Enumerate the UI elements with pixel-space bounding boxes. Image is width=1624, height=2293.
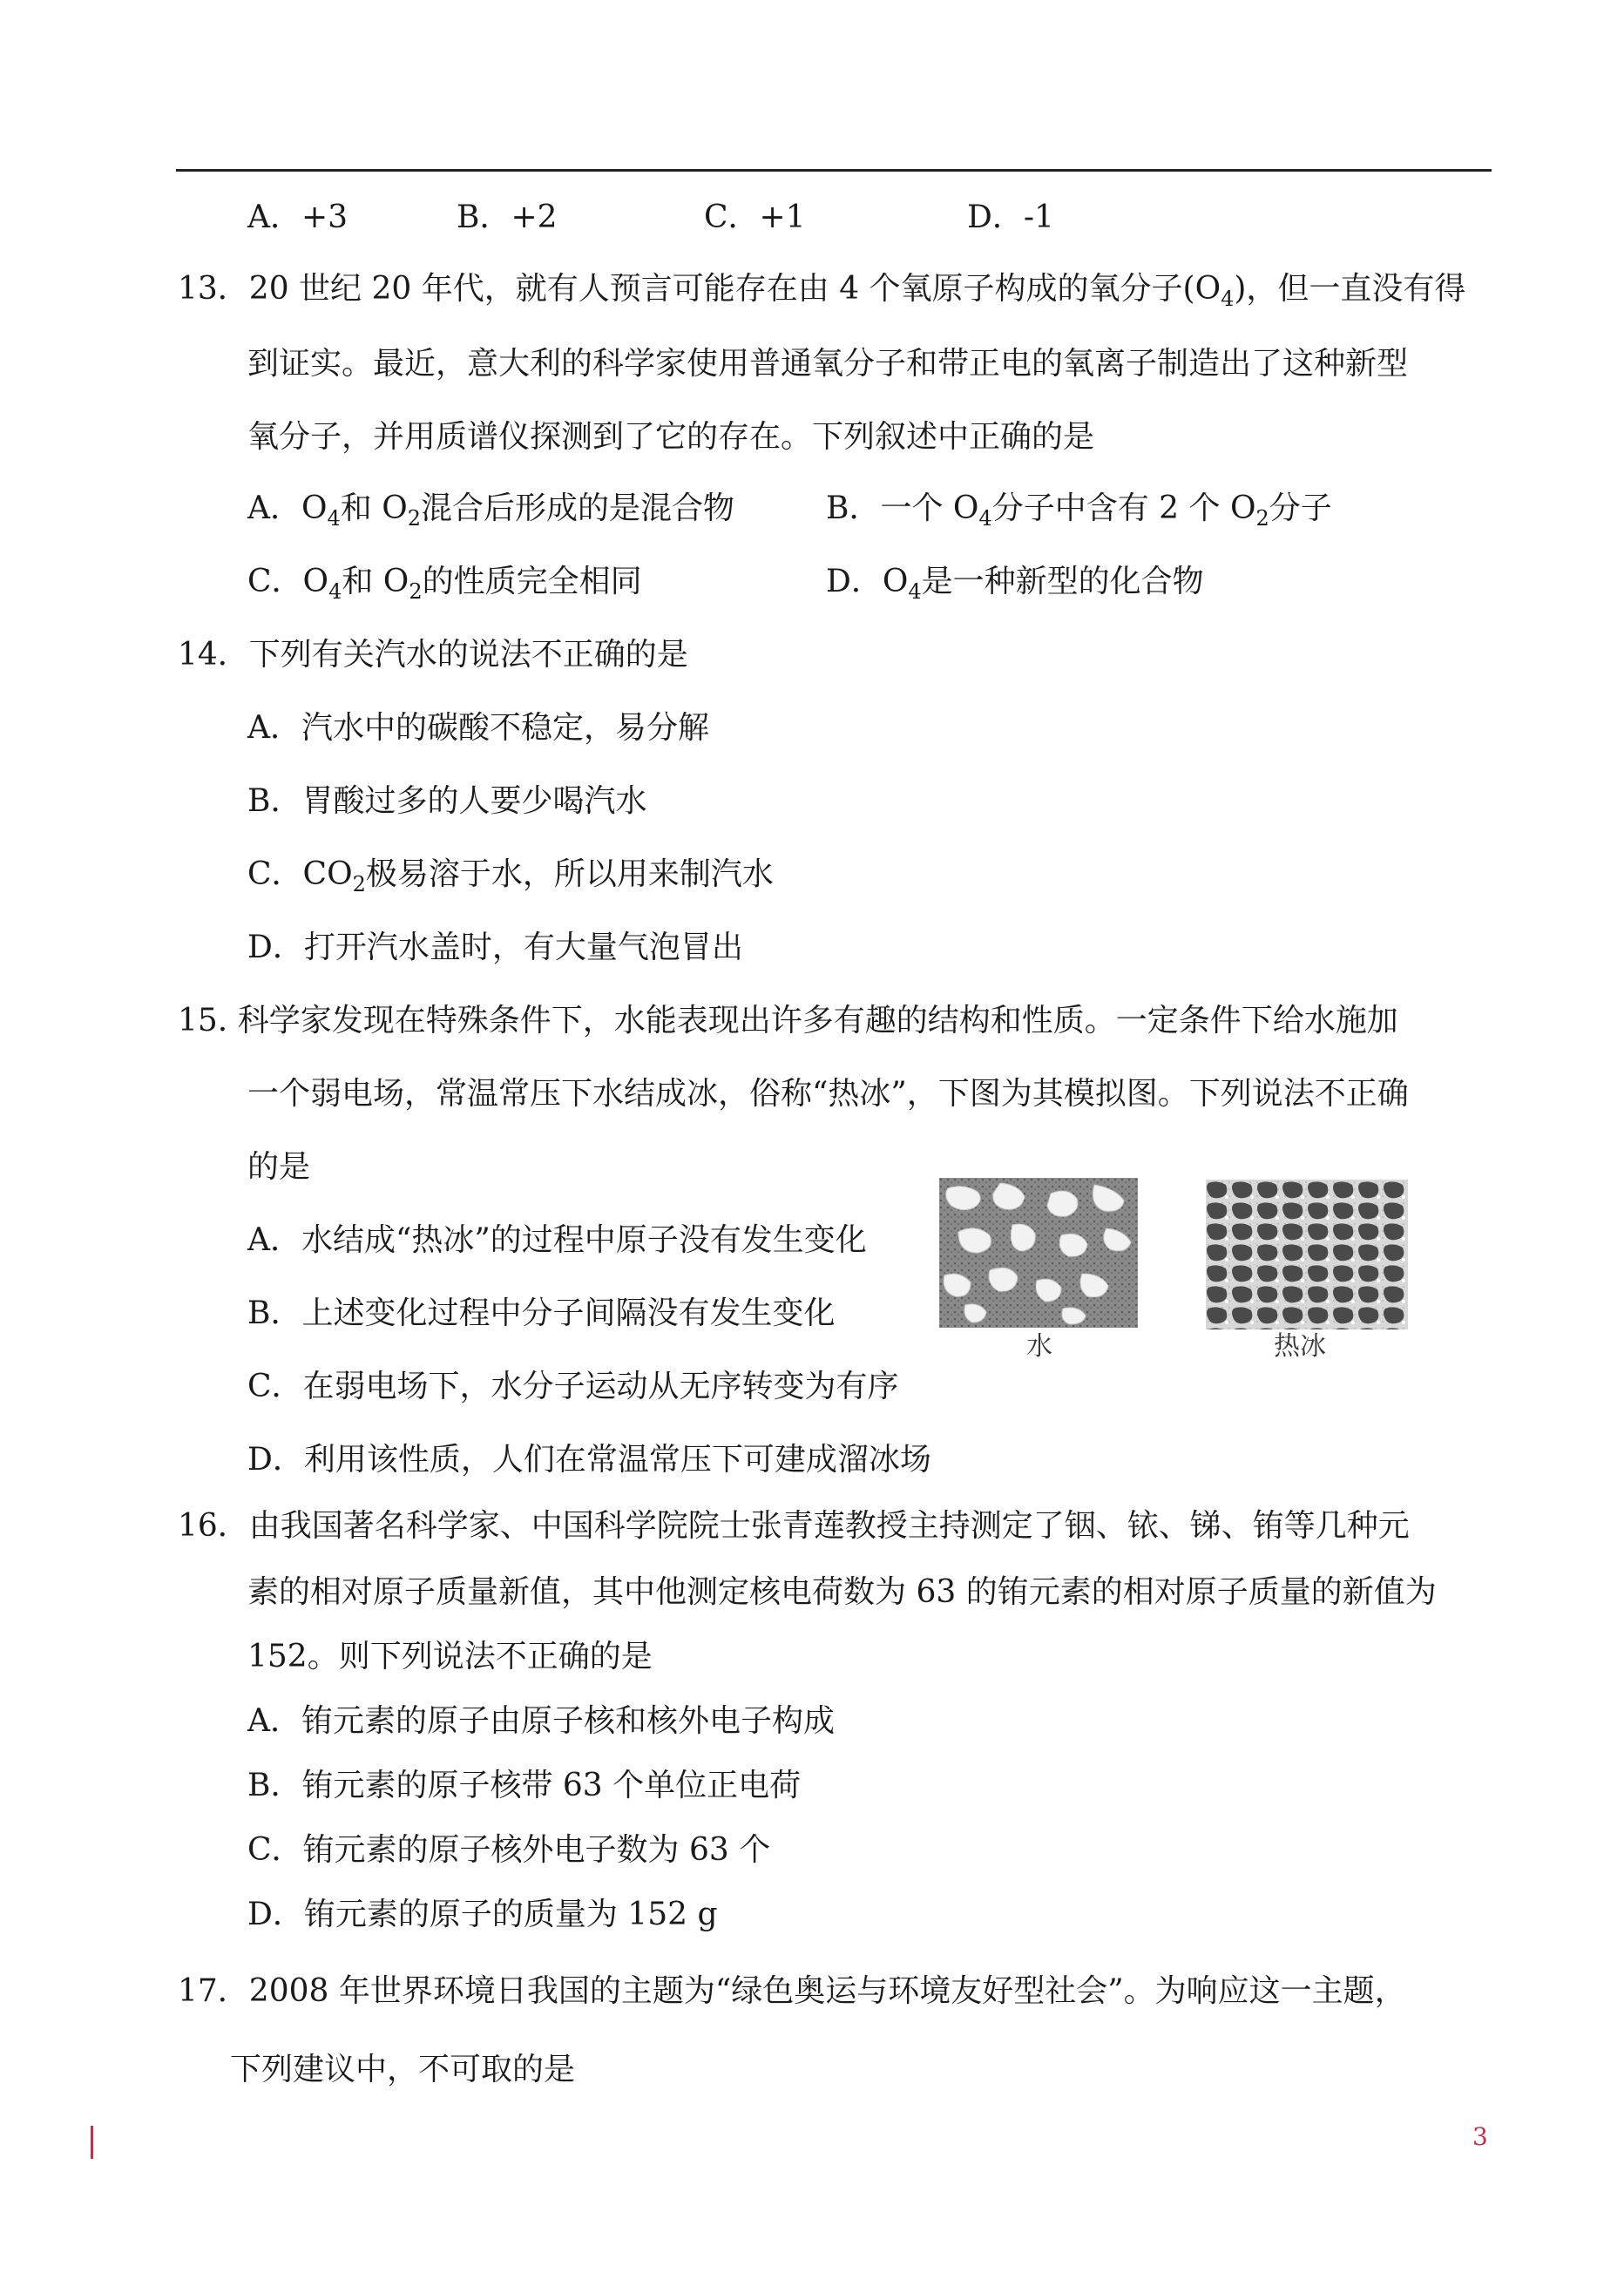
q15-stem-line2: 一个弱电场，常温常压下水结成冰，俗称“热冰”，下图为其模拟图。下列说法不正确 [247, 1076, 1409, 1112]
q15-option-c: C．在弱电场下，水分子运动从无序转变为有序 [247, 1369, 899, 1404]
q16-option-b: B．铕元素的原子核带 63 个单位正电荷 [247, 1768, 802, 1803]
q14-option-a: A．汽水中的碳酸不稳定，易分解 [247, 710, 709, 746]
q12-option-a: A．+3 [247, 200, 348, 235]
q16-option-c: C．铕元素的原子核外电子数为 63 个 [247, 1832, 771, 1868]
water-molecule-figure [939, 1178, 1138, 1328]
q17-stem-line2: 下列建议中，不可取的是 [230, 2052, 576, 2087]
q13-option-d: D．$O_4$是一种新型的化合物 [826, 564, 1204, 604]
figure-label-water: 水 [1026, 1331, 1052, 1362]
q13-option-a: A．$O_4$和 $O_2$混合后形成的是混合物 [247, 490, 735, 531]
q16-option-d: D．铕元素的原子的质量为 152 g [247, 1897, 718, 1932]
header-rule [176, 169, 1492, 172]
q15-option-b: B．上述变化过程中分子间隔没有发生变化 [247, 1295, 836, 1331]
q16-stem-line3: 152。则下列说法不正确的是 [247, 1639, 653, 1674]
q15-stem-line3: 的是 [247, 1149, 311, 1185]
q14-option-d: D．打开汽水盖时，有大量气泡冒出 [247, 930, 743, 965]
q12-option-c: C．+1 [704, 200, 806, 235]
revision-marker [91, 2126, 93, 2159]
q16-stem-line2: 素的相对原子质量新值，其中他测定核电荷数为 63 的铕元素的相对原子质量的新值为 [247, 1574, 1437, 1610]
q13-option-b: B．一个 $O_4$分子中含有 2 个 $O_2$分子 [826, 490, 1332, 531]
q12-option-d: D．-1 [967, 200, 1054, 235]
q16-stem-line1: 16．由我国著名科学家、中国科学院院士张青莲教授主持测定了铟、铱、锑、铕等几种元 [178, 1508, 1410, 1544]
q17-stem-line1: 17．2008 年世界环境日我国的主题为“绿色奥运与环境友好型社会”。为响应这一主题， [178, 1973, 1406, 2009]
q14-stem: 14．下列有关汽水的说法不正确的是 [178, 637, 688, 673]
q13-option-c: C．$O_4$和 $O_2$的性质完全相同 [247, 564, 642, 604]
q13-stem-line1: 13．20 世纪 20 年代，就有人预言可能存在由 4 个氧原子构成的氧分子$(O_4)$，但一直没有得 [178, 271, 1466, 311]
q14-option-c: C．$CO_2$极易溶于水，所以用来制汽水 [247, 856, 774, 896]
q15-option-a: A．水结成“热冰”的过程中原子没有发生变化 [247, 1222, 867, 1258]
q14-option-b: B．胃酸过多的人要少喝汽水 [247, 783, 647, 819]
q15-option-d: D．利用该性质，人们在常温常压下可建成溜冰场 [247, 1442, 931, 1478]
q12-option-b: B．+2 [457, 200, 558, 235]
q16-option-a: A．铕元素的原子由原子核和核外电子构成 [247, 1703, 835, 1739]
q15-stem-line1: 15. 科学家发现在特殊条件下，水能表现出许多有趣的结构和性质。一定条件下给水施加 [178, 1003, 1398, 1038]
q13-stem-line3: 氧分子，并用质谱仪探测到了它的存在。下列叙述中正确的是 [247, 419, 1095, 455]
q13-stem-line2: 到证实。最近，意大利的科学家使用普通氧分子和带正电的氧离子制造出了这种新型 [247, 346, 1409, 382]
hot-ice-figure [1206, 1180, 1408, 1329]
page-number: 3 [1472, 2122, 1488, 2151]
figure-label-hot-ice: 热冰 [1274, 1331, 1326, 1362]
